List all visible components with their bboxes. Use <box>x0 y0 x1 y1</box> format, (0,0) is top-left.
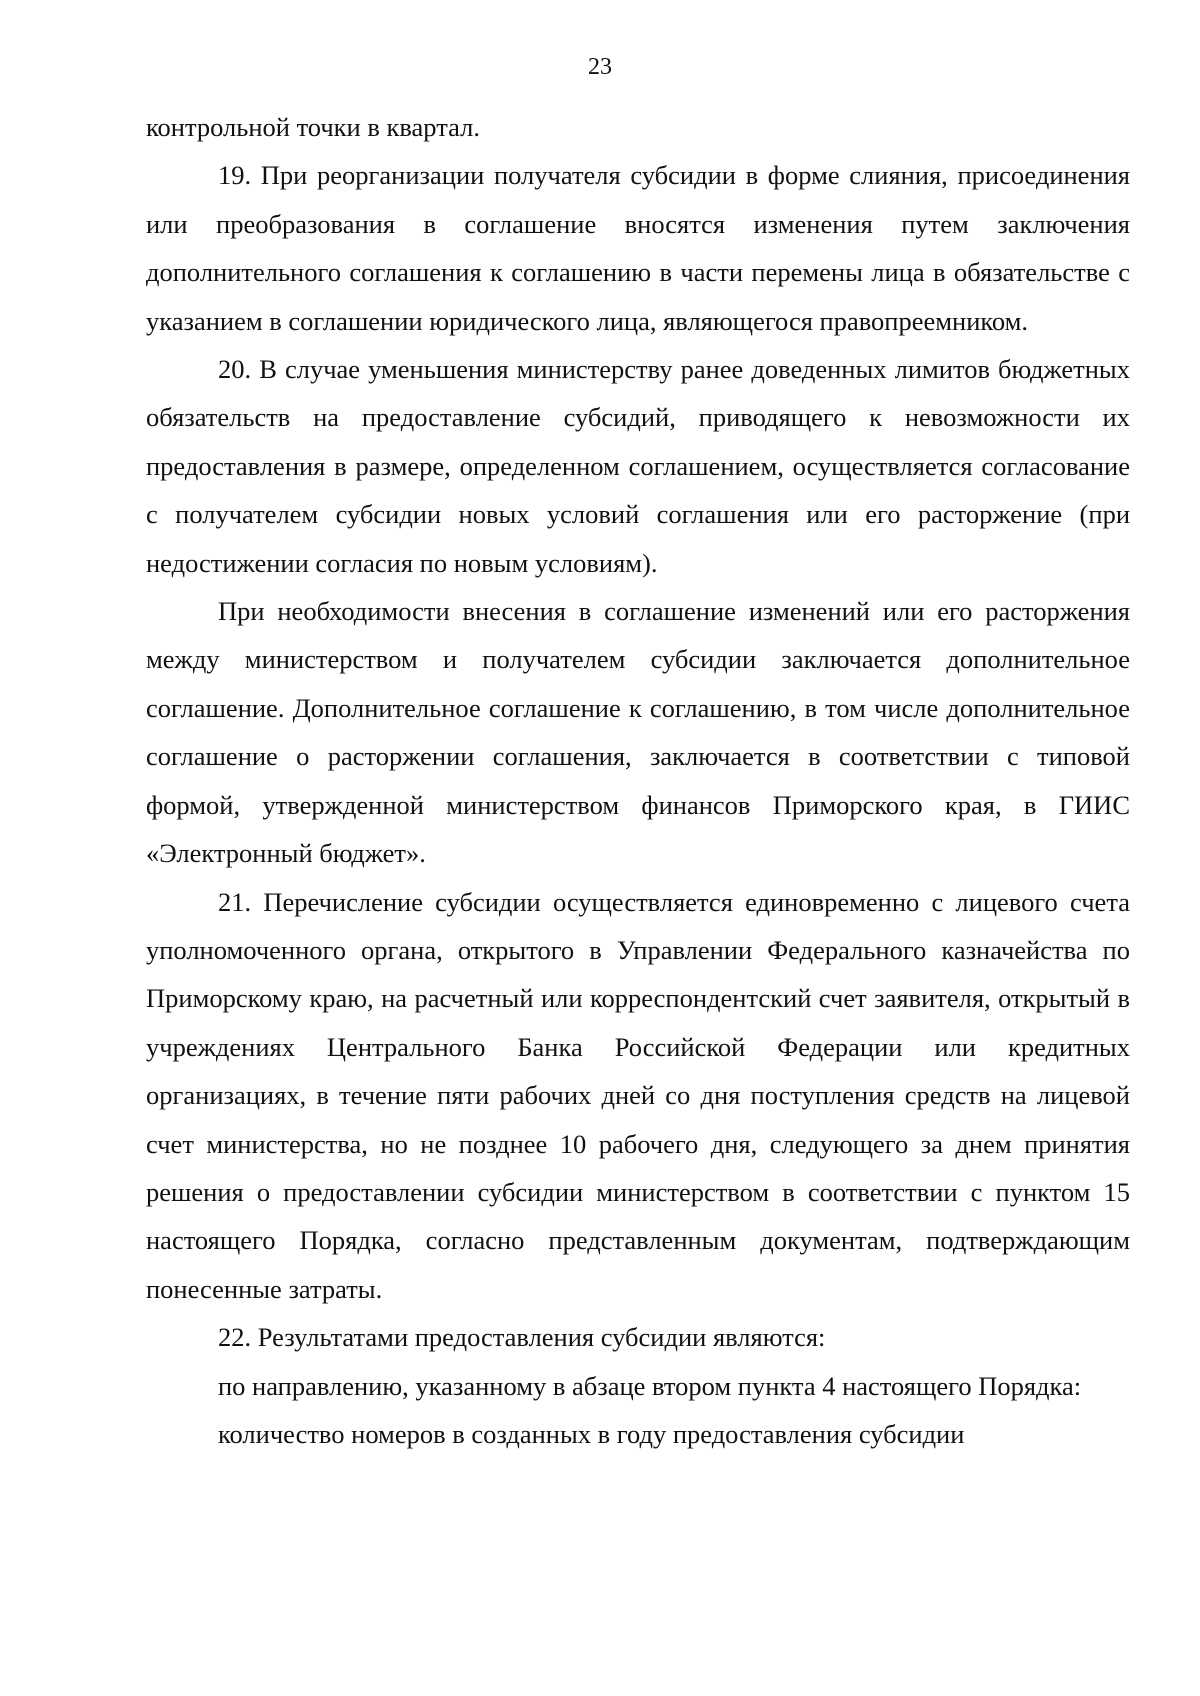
paragraph-clause-22: 22. Результатами предоставления субсидии являются: <box>218 1322 826 1353</box>
paragraph-clause-22-result: количество номеров в созданных в году предоставления субсидии <box>218 1418 965 1449</box>
paragraph-clause-20: 20. В случае уменьшения министерству ранее доведенных лимитов бюджетных обязательств на предоставление субсидий, приводящего к невозможности их предоставления в размере, определенном соглашением, осуществляется согласование с получателем субсидии новых условий соглашения или его расторжение (при недостижении согласия по новым условиям). <box>146 354 1130 578</box>
paragraph-clause-20-amendments: При необходимости внесения в соглашение изменений или его расторжения между министерством и получателем субсидии заключается дополнительное соглашение. Дополнительное соглашение к соглашению, в том числе дополнительное соглашение о расторжении соглашения, заключается в соответствии с типовой формой, утвержденной министерством финансов Приморского края, в ГИИС «Электронный бюджет». <box>146 596 1130 869</box>
paragraph-clause-19: 19. При реорганизации получателя субсидии в форме слияния, присоединения или преобразования в соглашение вносятся изменения путем заключения дополнительного соглашения к соглашению в части перемены лица в обязательстве с указанием в соглашении юридического лица, являющегося правопреемником. <box>146 160 1130 336</box>
paragraph-continuation: контрольной точки в квартал. <box>146 112 480 142</box>
paragraph-clause-21: 21. Перечисление субсидии осуществляется единовременно с лицевого счета уполномоченного органа, открытого в Управлении Федерального казначейства по Приморскому краю, на расчетный или корреспондентский счет заявителя, открытый в учреждениях Центрального Банка Российской Федерации или кредитных организациях, в течение пяти рабочих дней со дня поступления средств на лицевой счет министерства, но не позднее 10 рабочего дня, следующего за днем принятия решения о предоставлении субсидии министерством в соответствии с пунктом 15 настоящего Порядка, согласно представленным документам, подтверждающим понесенные затраты. <box>146 886 1130 1304</box>
page-number: 23 <box>588 54 612 80</box>
paragraph-clause-22-direction: по направлению, указанному в абзаце втором пункта 4 настоящего Порядка: <box>218 1370 1082 1401</box>
document-body <box>146 103 1130 1458</box>
